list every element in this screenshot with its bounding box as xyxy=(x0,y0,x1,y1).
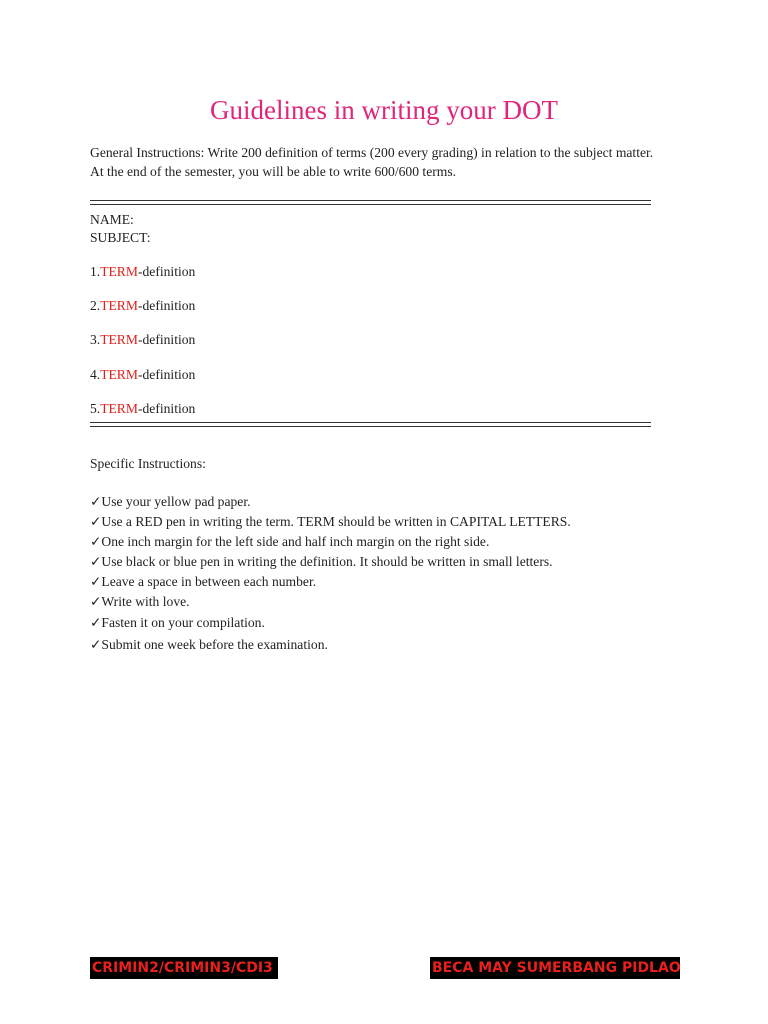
term-number: 4. xyxy=(90,367,101,382)
instruction-item: ✓One inch margin for the left side and half inch margin on the right side. xyxy=(90,534,490,549)
term-row xyxy=(90,366,195,384)
bottom-double-rule xyxy=(90,422,651,427)
term-definition: -definition xyxy=(137,264,196,279)
term-word: TERM xyxy=(100,332,138,347)
term-number: 1. xyxy=(90,264,101,279)
term-number: 5. xyxy=(90,401,101,416)
instruction-item: ✓Leave a space in between each number. xyxy=(90,574,317,589)
footer-author-name: BECA MAY SUMERBANG PIDLAO xyxy=(430,957,680,979)
term-word: TERM xyxy=(100,367,138,382)
subject-label: SUBJECT: xyxy=(90,230,151,245)
name-label: NAME: xyxy=(90,212,134,227)
term-definition: -definition xyxy=(137,367,196,382)
term-number: 3. xyxy=(90,332,101,347)
specific-instructions-heading: Specific Instructions: xyxy=(90,456,206,471)
term-word: TERM xyxy=(100,298,138,313)
instruction-item: ✓Write with love. xyxy=(90,594,190,609)
instruction-item: ✓Submit one week before the examination. xyxy=(90,637,328,652)
footer-course-codes: CRIMIN2/CRIMIN3/CDI3 xyxy=(90,957,278,979)
term-number: 2. xyxy=(90,298,101,313)
term-definition: -definition xyxy=(137,298,196,313)
term-row xyxy=(90,331,195,349)
term-definition: -definition xyxy=(137,401,196,416)
top-double-rule xyxy=(90,200,651,205)
term-word: TERM xyxy=(100,401,138,416)
term-definition: -definition xyxy=(137,332,196,347)
instruction-item: ✓Fasten it on your compilation. xyxy=(90,615,265,630)
general-instructions: General Instructions: Write 200 definition of terms (200 every grading) in relation to the subject matter. At the end of the semester, you will be able to write 600/600 terms. xyxy=(90,145,654,179)
term-row xyxy=(90,297,195,315)
instruction-item: ✓Use your yellow pad paper. xyxy=(90,494,251,509)
term-word: TERM xyxy=(100,264,138,279)
document-title: Guidelines in writing your DOT xyxy=(210,95,558,125)
term-row xyxy=(90,263,195,281)
term-row xyxy=(90,400,195,418)
instruction-item: ✓Use black or blue pen in writing the definition. It should be written in small letters. xyxy=(90,554,553,569)
instruction-item: ✓Use a RED pen in writing the term. TERM should be written in CAPITAL LETTERS. xyxy=(90,514,571,529)
